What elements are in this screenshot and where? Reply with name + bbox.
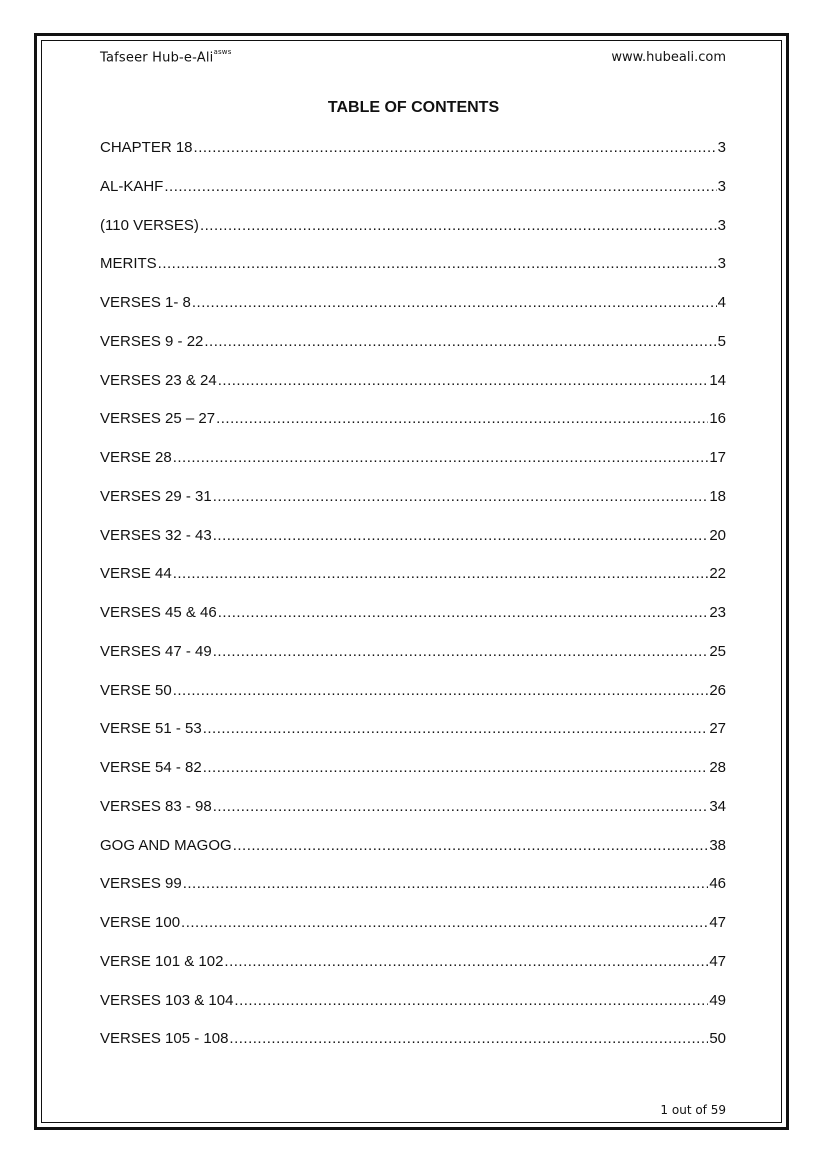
toc-entry-page: 3	[717, 139, 726, 156]
toc-entry-leader	[192, 294, 717, 311]
toc-entry-page: 38	[709, 836, 726, 854]
toc-entry-page: 25	[709, 642, 726, 660]
toc-entry[interactable]	[100, 759, 726, 798]
toc-entry-label: VERSE 54 - 82	[100, 759, 202, 776]
toc-entry-label: VERSES 29 - 31	[100, 487, 212, 505]
toc-entry-page: 47	[709, 914, 726, 931]
toc-entry-leader	[216, 410, 708, 427]
toc-entry-page: 49	[709, 991, 726, 1009]
toc-entry[interactable]	[100, 527, 726, 566]
toc-entry[interactable]	[100, 372, 726, 411]
toc-entry-label: CHAPTER 18	[100, 139, 193, 156]
toc-entry-page: 22	[709, 565, 726, 583]
toc-list	[100, 139, 726, 1069]
toc-entry-leader	[173, 449, 709, 466]
toc-entry-leader	[233, 837, 709, 854]
toc-entry-page: 3	[717, 216, 726, 234]
page-title: TABLE OF CONTENTS	[327, 99, 500, 116]
toc-entry[interactable]	[100, 139, 726, 178]
toc-entry-page: 23	[709, 604, 726, 621]
toc-entry-page: 26	[709, 681, 726, 699]
toc-entry-leader	[183, 875, 709, 892]
toc-entry-leader	[218, 372, 709, 389]
toc-entry-page: 28	[709, 759, 726, 776]
toc-entry-leader	[194, 139, 717, 156]
toc-entry-page: 20	[709, 526, 726, 544]
toc-entry-leader	[158, 255, 717, 272]
toc-entry[interactable]	[100, 294, 726, 333]
toc-entry-page: 18	[709, 487, 726, 505]
header-book-title-text: Tafseer Hub-e-Ali	[100, 50, 214, 66]
toc-entry[interactable]	[100, 333, 726, 372]
toc-entry-leader	[234, 992, 708, 1009]
toc-entry-leader	[203, 759, 709, 776]
toc-entry[interactable]	[100, 178, 726, 217]
toc-entry[interactable]	[100, 682, 726, 721]
toc-entry-label: VERSE 28	[100, 449, 172, 466]
toc-entry[interactable]	[100, 1030, 726, 1069]
toc-entry-label: VERSES 105 - 108	[100, 1030, 229, 1048]
toc-entry-leader	[173, 682, 709, 699]
toc-entry-label: VERSE 51 - 53	[100, 720, 202, 738]
toc-entry-leader	[213, 798, 709, 815]
toc-entry[interactable]	[100, 953, 726, 992]
toc-entry-page: 5	[717, 332, 726, 350]
page-indicator: 1 out of 59	[660, 1103, 726, 1117]
toc-entry[interactable]	[100, 604, 726, 643]
toc-entry-page: 27	[709, 720, 726, 738]
toc-entry[interactable]	[100, 255, 726, 294]
toc-entry-leader	[229, 1030, 708, 1047]
header-website: www.hubeali.com	[611, 50, 726, 65]
toc-entry-label: VERSE 50	[100, 681, 172, 699]
toc-entry-label: GOG AND MAGOG	[100, 836, 232, 854]
toc-entry-leader	[218, 604, 709, 621]
toc-entry[interactable]	[100, 875, 726, 914]
toc-entry-leader	[213, 643, 709, 660]
toc-entry-page: 16	[709, 410, 726, 428]
header-book-title-sup: asws	[213, 48, 232, 56]
toc-entry-page: 14	[709, 371, 726, 389]
toc-entry-page: 3	[717, 177, 726, 195]
toc-entry-label: VERSES 1- 8	[100, 294, 191, 311]
toc-entry-page: 50	[709, 1030, 726, 1048]
toc-entry[interactable]	[100, 643, 726, 682]
toc-entry[interactable]	[100, 410, 726, 449]
toc-entry-page: 47	[709, 952, 726, 970]
toc-entry-leader	[203, 720, 709, 737]
toc-entry-page: 46	[709, 875, 726, 893]
toc-entry-label: VERSES 99	[100, 875, 182, 893]
toc-entry-leader	[213, 488, 709, 505]
toc-entry[interactable]	[100, 720, 726, 759]
toc-entry[interactable]	[100, 837, 726, 876]
toc-entry[interactable]	[100, 798, 726, 837]
toc-entry-page: 4	[717, 294, 726, 311]
header-book-title	[100, 50, 232, 65]
toc-entry-label: VERSE 101 & 102	[100, 952, 224, 970]
toc-entry-page: 17	[709, 449, 726, 466]
toc-entry-leader	[200, 217, 717, 234]
toc-entry-leader	[204, 333, 716, 350]
toc-entry-label: VERSES 83 - 98	[100, 797, 212, 815]
toc-entry-label: AL-KAHF	[100, 177, 164, 195]
toc-entry-label: VERSES 47 - 49	[100, 642, 212, 660]
toc-entry-leader	[224, 953, 708, 970]
toc-entry-leader	[164, 178, 716, 195]
toc-entry-label: VERSE 100	[100, 914, 181, 931]
toc-entry[interactable]	[100, 488, 726, 527]
toc-entry-label: VERSE 44	[100, 565, 172, 583]
toc-entry-label: VERSES 32 - 43	[100, 526, 212, 544]
toc-entry-label: VERSES 103 & 104	[100, 991, 234, 1009]
toc-entry[interactable]	[100, 992, 726, 1031]
toc-entry-label: MERITS	[100, 255, 157, 273]
toc-entry-leader	[181, 914, 708, 931]
toc-entry-label: (110 VERSES)	[100, 216, 199, 234]
toc-entry[interactable]	[100, 449, 726, 488]
toc-entry-label: VERSES 23 & 24	[100, 371, 217, 389]
toc-entry-page: 3	[717, 255, 726, 273]
toc-entry[interactable]	[100, 565, 726, 604]
toc-entry[interactable]	[100, 914, 726, 953]
toc-entry-leader	[213, 527, 709, 544]
toc-entry-label: VERSES 9 - 22	[100, 332, 204, 350]
toc-entry-leader	[173, 565, 709, 582]
toc-entry-label: VERSES 25 – 27	[100, 410, 216, 428]
toc-entry[interactable]	[100, 217, 726, 256]
toc-entry-label: VERSES 45 & 46	[100, 604, 217, 621]
toc-entry-page: 34	[709, 797, 726, 815]
